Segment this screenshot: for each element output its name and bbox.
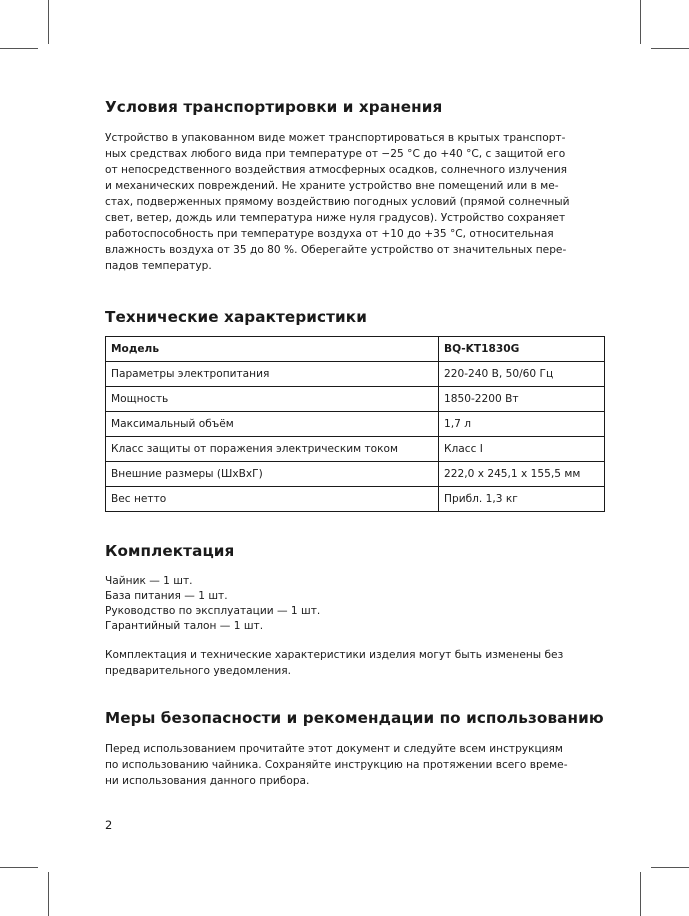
table-row xyxy=(106,437,605,462)
paragraph-line: стах, подверженных прямому воздействию погодных условий (прямой солнечный xyxy=(105,196,570,208)
paragraph-line: Устройство в упакованном виде может транспортироваться в крытых транспорт- xyxy=(105,132,566,144)
paragraph-line: Перед использованием прочитайте этот документ и следуйте всем инструкциям xyxy=(105,743,563,755)
crop-mark-top-right xyxy=(640,0,641,44)
spec-label: Максимальный объём xyxy=(106,412,439,437)
paragraph-line: свет, ветер, дождь или температура ниже нуля градусов). Устройство сохраняет xyxy=(105,212,566,224)
document-page xyxy=(105,98,605,789)
paragraph-line: ни использования данного прибора. xyxy=(105,775,310,787)
list-item: Гарантийный талон — 1 шт. xyxy=(105,620,264,632)
table-row xyxy=(106,337,605,362)
kit-note xyxy=(105,647,605,679)
crop-mark-left-bottom xyxy=(0,867,38,868)
page-number: 2 xyxy=(105,818,113,832)
crop-mark-bottom-left xyxy=(48,872,49,916)
spec-value: 220-240 В, 50/60 Гц xyxy=(439,362,605,387)
paragraph-line: влажность воздуха от 35 до 80 %. Оберегайте устройство от значительных пере- xyxy=(105,244,567,256)
spec-value: Класс I xyxy=(439,437,605,462)
spec-label: Внешние размеры (ШxВxГ) xyxy=(106,462,439,487)
spec-label: Вес нетто xyxy=(106,487,439,512)
spec-label: Класс защиты от поражения электрическим током xyxy=(106,437,439,462)
spec-value: 1850-2200 Вт xyxy=(439,387,605,412)
crop-mark-top-left xyxy=(48,0,49,44)
table-row xyxy=(106,412,605,437)
crop-mark-left-top xyxy=(0,48,38,49)
table-row xyxy=(106,487,605,512)
paragraph-line: Комплектация и технические характеристики изделия могут быть изменены без xyxy=(105,649,564,661)
table-row xyxy=(106,462,605,487)
spec-value: 222,0 x 245,1 x 155,5 мм xyxy=(439,462,605,487)
spec-value: 1,7 л xyxy=(439,412,605,437)
spec-label: Модель xyxy=(106,337,439,362)
specs-table xyxy=(105,336,605,512)
list-item: Чайник — 1 шт. xyxy=(105,575,193,587)
spec-label: Параметры электропитания xyxy=(106,362,439,387)
section-title-kit: Комплектация xyxy=(105,542,235,560)
storage-paragraph xyxy=(105,130,605,274)
kit-list xyxy=(105,574,605,634)
spec-value: Прибл. 1,3 кг xyxy=(439,487,605,512)
crop-mark-right-top xyxy=(651,48,689,49)
crop-mark-bottom-right xyxy=(640,872,641,916)
safety-paragraph xyxy=(105,741,605,789)
spec-value: BQ-KT1830G xyxy=(439,337,605,362)
list-item: База питания — 1 шт. xyxy=(105,590,228,602)
section-title-safety: Меры безопасности и рекомендации по использованию xyxy=(105,709,604,727)
paragraph-line: работоспособность при температуре воздуха от +10 до +35 °C, относительная xyxy=(105,228,554,240)
paragraph-line: ных средствах любого вида при температуре от −25 °C до +40 °C, с защитой его xyxy=(105,148,566,160)
paragraph-line: падов температур. xyxy=(105,260,212,272)
paragraph-line: и механических повреждений. Не храните устройство вне помещений или в ме- xyxy=(105,180,559,192)
list-item: Руководство по эксплуатации — 1 шт. xyxy=(105,605,321,617)
paragraph-line: по использованию чайника. Сохраняйте инструкцию на протяжении всего време- xyxy=(105,759,568,771)
paragraph-line: предварительного уведомления. xyxy=(105,665,292,677)
table-row xyxy=(106,387,605,412)
paragraph-line: от непосредственного воздействия атмосферных осадков, солнечного излучения xyxy=(105,164,568,176)
table-row xyxy=(106,362,605,387)
section-title-specs: Технические характеристики xyxy=(105,308,367,326)
section-title-storage: Условия транспортировки и хранения xyxy=(105,98,443,116)
spec-label: Мощность xyxy=(106,387,439,412)
crop-mark-right-bottom xyxy=(651,867,689,868)
